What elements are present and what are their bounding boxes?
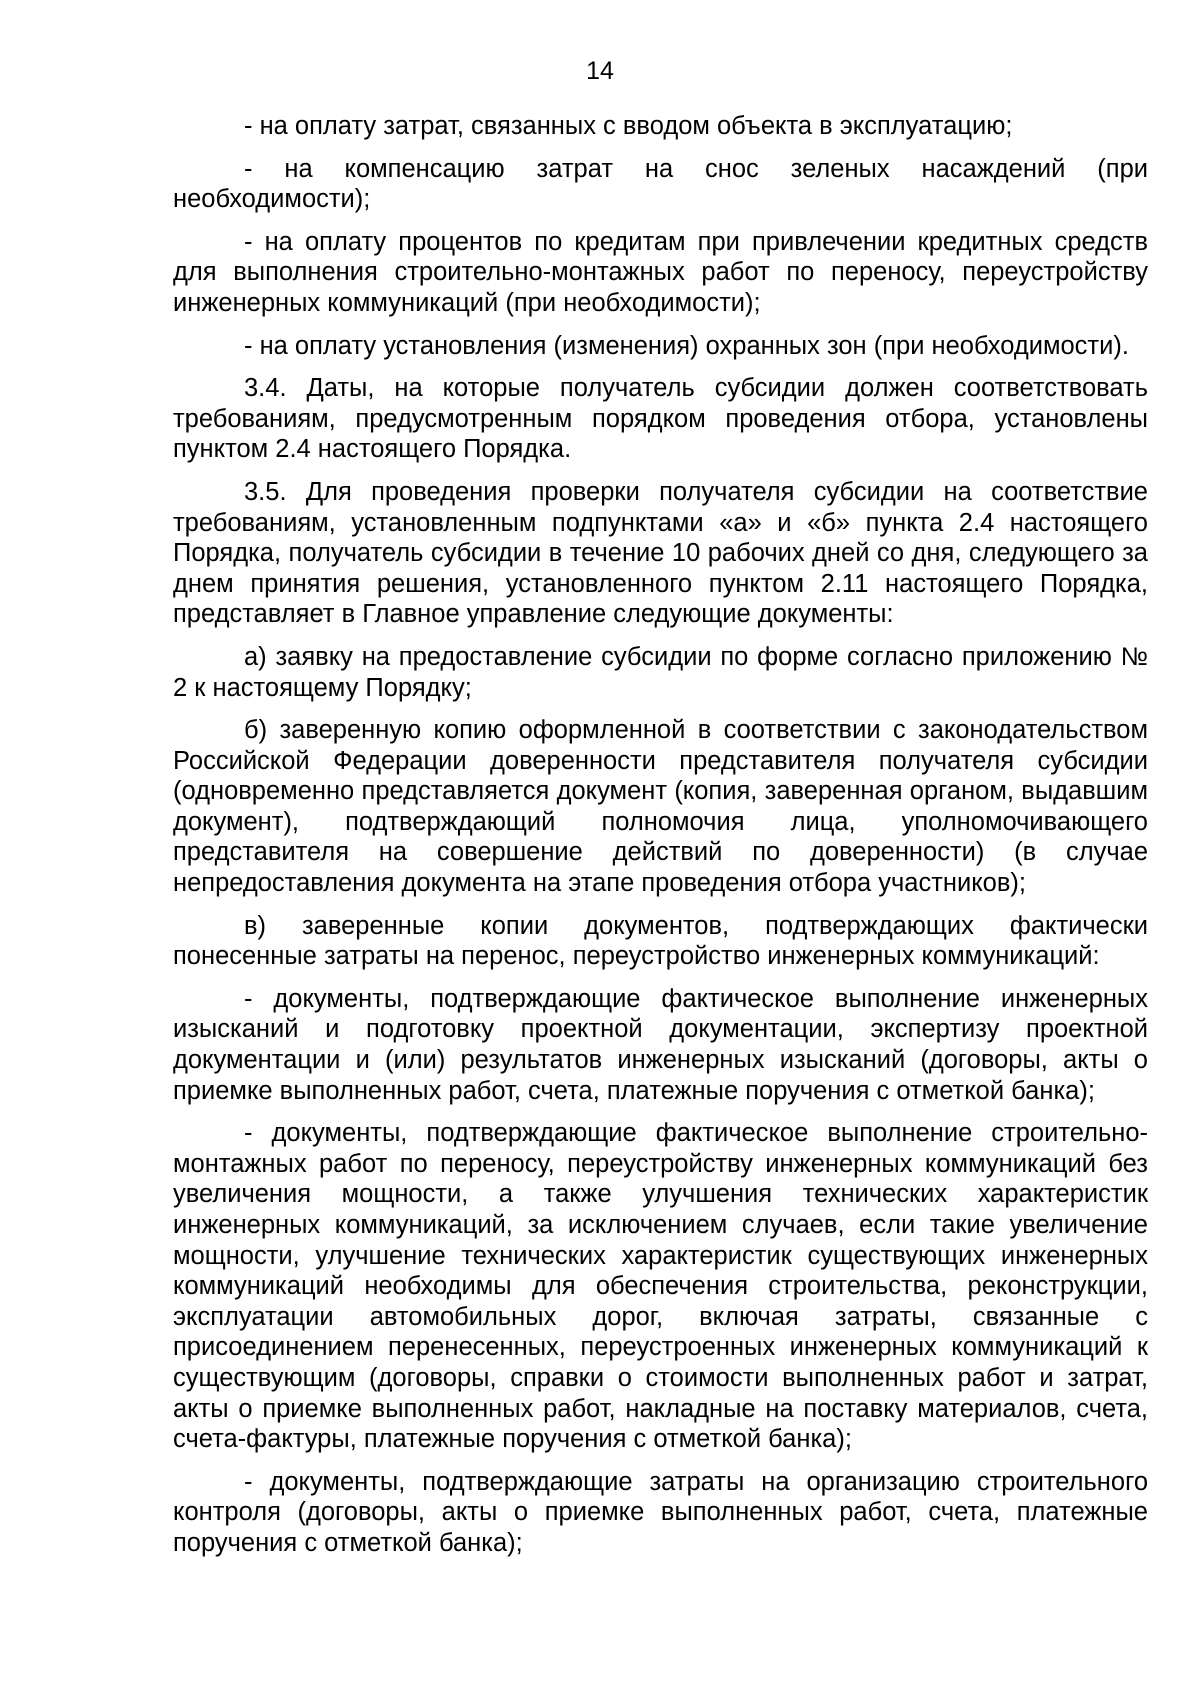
document-body [173, 111, 1148, 1571]
paragraph: - документы, подтверждающие затраты на организацию строительного контроля (договоры, акты о приемке выполненных работ, счета, платежные поручения с отметкой банка); [173, 1467, 1148, 1557]
paragraph: - на компенсацию затрат на снос зеленых насаждений (при необходимости); [173, 154, 1148, 214]
paragraph: 3.5. Для проведения проверки получателя субсидии на соответствие требованиям, установленным подпунктами «а» и «б» пункта 2.4 настоящего Порядка, получатель субсидии в течение 10 рабочих дней со дня, следующего за днем принятия решения, установленного пунктом 2.11 настоящего Порядка, представляет в Главное управление следующие документы: [173, 477, 1148, 629]
paragraph: 3.4. Даты, на которые получатель субсидии должен соответствовать требованиям, предусмотренным порядком проведения отбора, установлены пунктом 2.4 настоящего Порядка. [173, 374, 1148, 464]
paragraph: б) заверенную копию оформленной в соответствии с законодательством Российской Федерации доверенности представителя получателя субсидии (одновременно представляется документ (копия, заверенная органом, выдавшим документ), подтверждающий полномочия лица, уполномочивающего представителя на совершение действий по доверенности) (в случае непредоставления документа на этапе проведения отбора участников); [173, 716, 1148, 898]
paragraph: - на оплату процентов по кредитам при привлечении кредитных средств для выполнения строительно-монтажных работ по переносу, переустройству инженерных коммуникаций (при необходимости); [173, 227, 1148, 317]
paragraph: - на оплату затрат, связанных с вводом объекта в эксплуатацию; [244, 112, 1013, 140]
paragraph: - документы, подтверждающие фактическое выполнение инженерных изысканий и подготовку проектной документации, экспертизу проектной документации и (или) результатов инженерных изысканий (договоры, акты о приемке выполненных работ, счета, платежные поручения с отметкой банка); [173, 984, 1148, 1105]
page-number: 14 [586, 57, 614, 85]
paragraph: в) заверенные копии документов, подтверждающих фактически понесенные затраты на перенос, переустройство инженерных коммуникаций: [173, 911, 1148, 971]
paragraph: а) заявку на предоставление субсидии по форме согласно приложению № 2 к настоящему Порядку; [173, 642, 1148, 702]
paragraph: - на оплату установления (изменения) охранных зон (при необходимости). [244, 331, 1129, 360]
paragraph: - документы, подтверждающие фактическое выполнение строительно-монтажных работ по переносу, переустройству инженерных коммуникаций без увеличения мощности, а также улучшения технических характеристик инженерных коммуникаций, за исключением случаев, если такие увеличение мощности, улучшение технических характеристик существующих инженерных коммуникаций необходимы для обеспечения строительства, реконструкции, эксплуатации автомобильных дорог, включая затраты, связанные с присоединением перенесенных, переустроенных инженерных коммуникаций к существующим (договоры, справки о стоимости выполненных работ и затрат, акты о приемке выполненных работ, накладные на поставку материалов, счета, счета-фактуры, платежные поручения с отметкой банка); [173, 1119, 1148, 1454]
